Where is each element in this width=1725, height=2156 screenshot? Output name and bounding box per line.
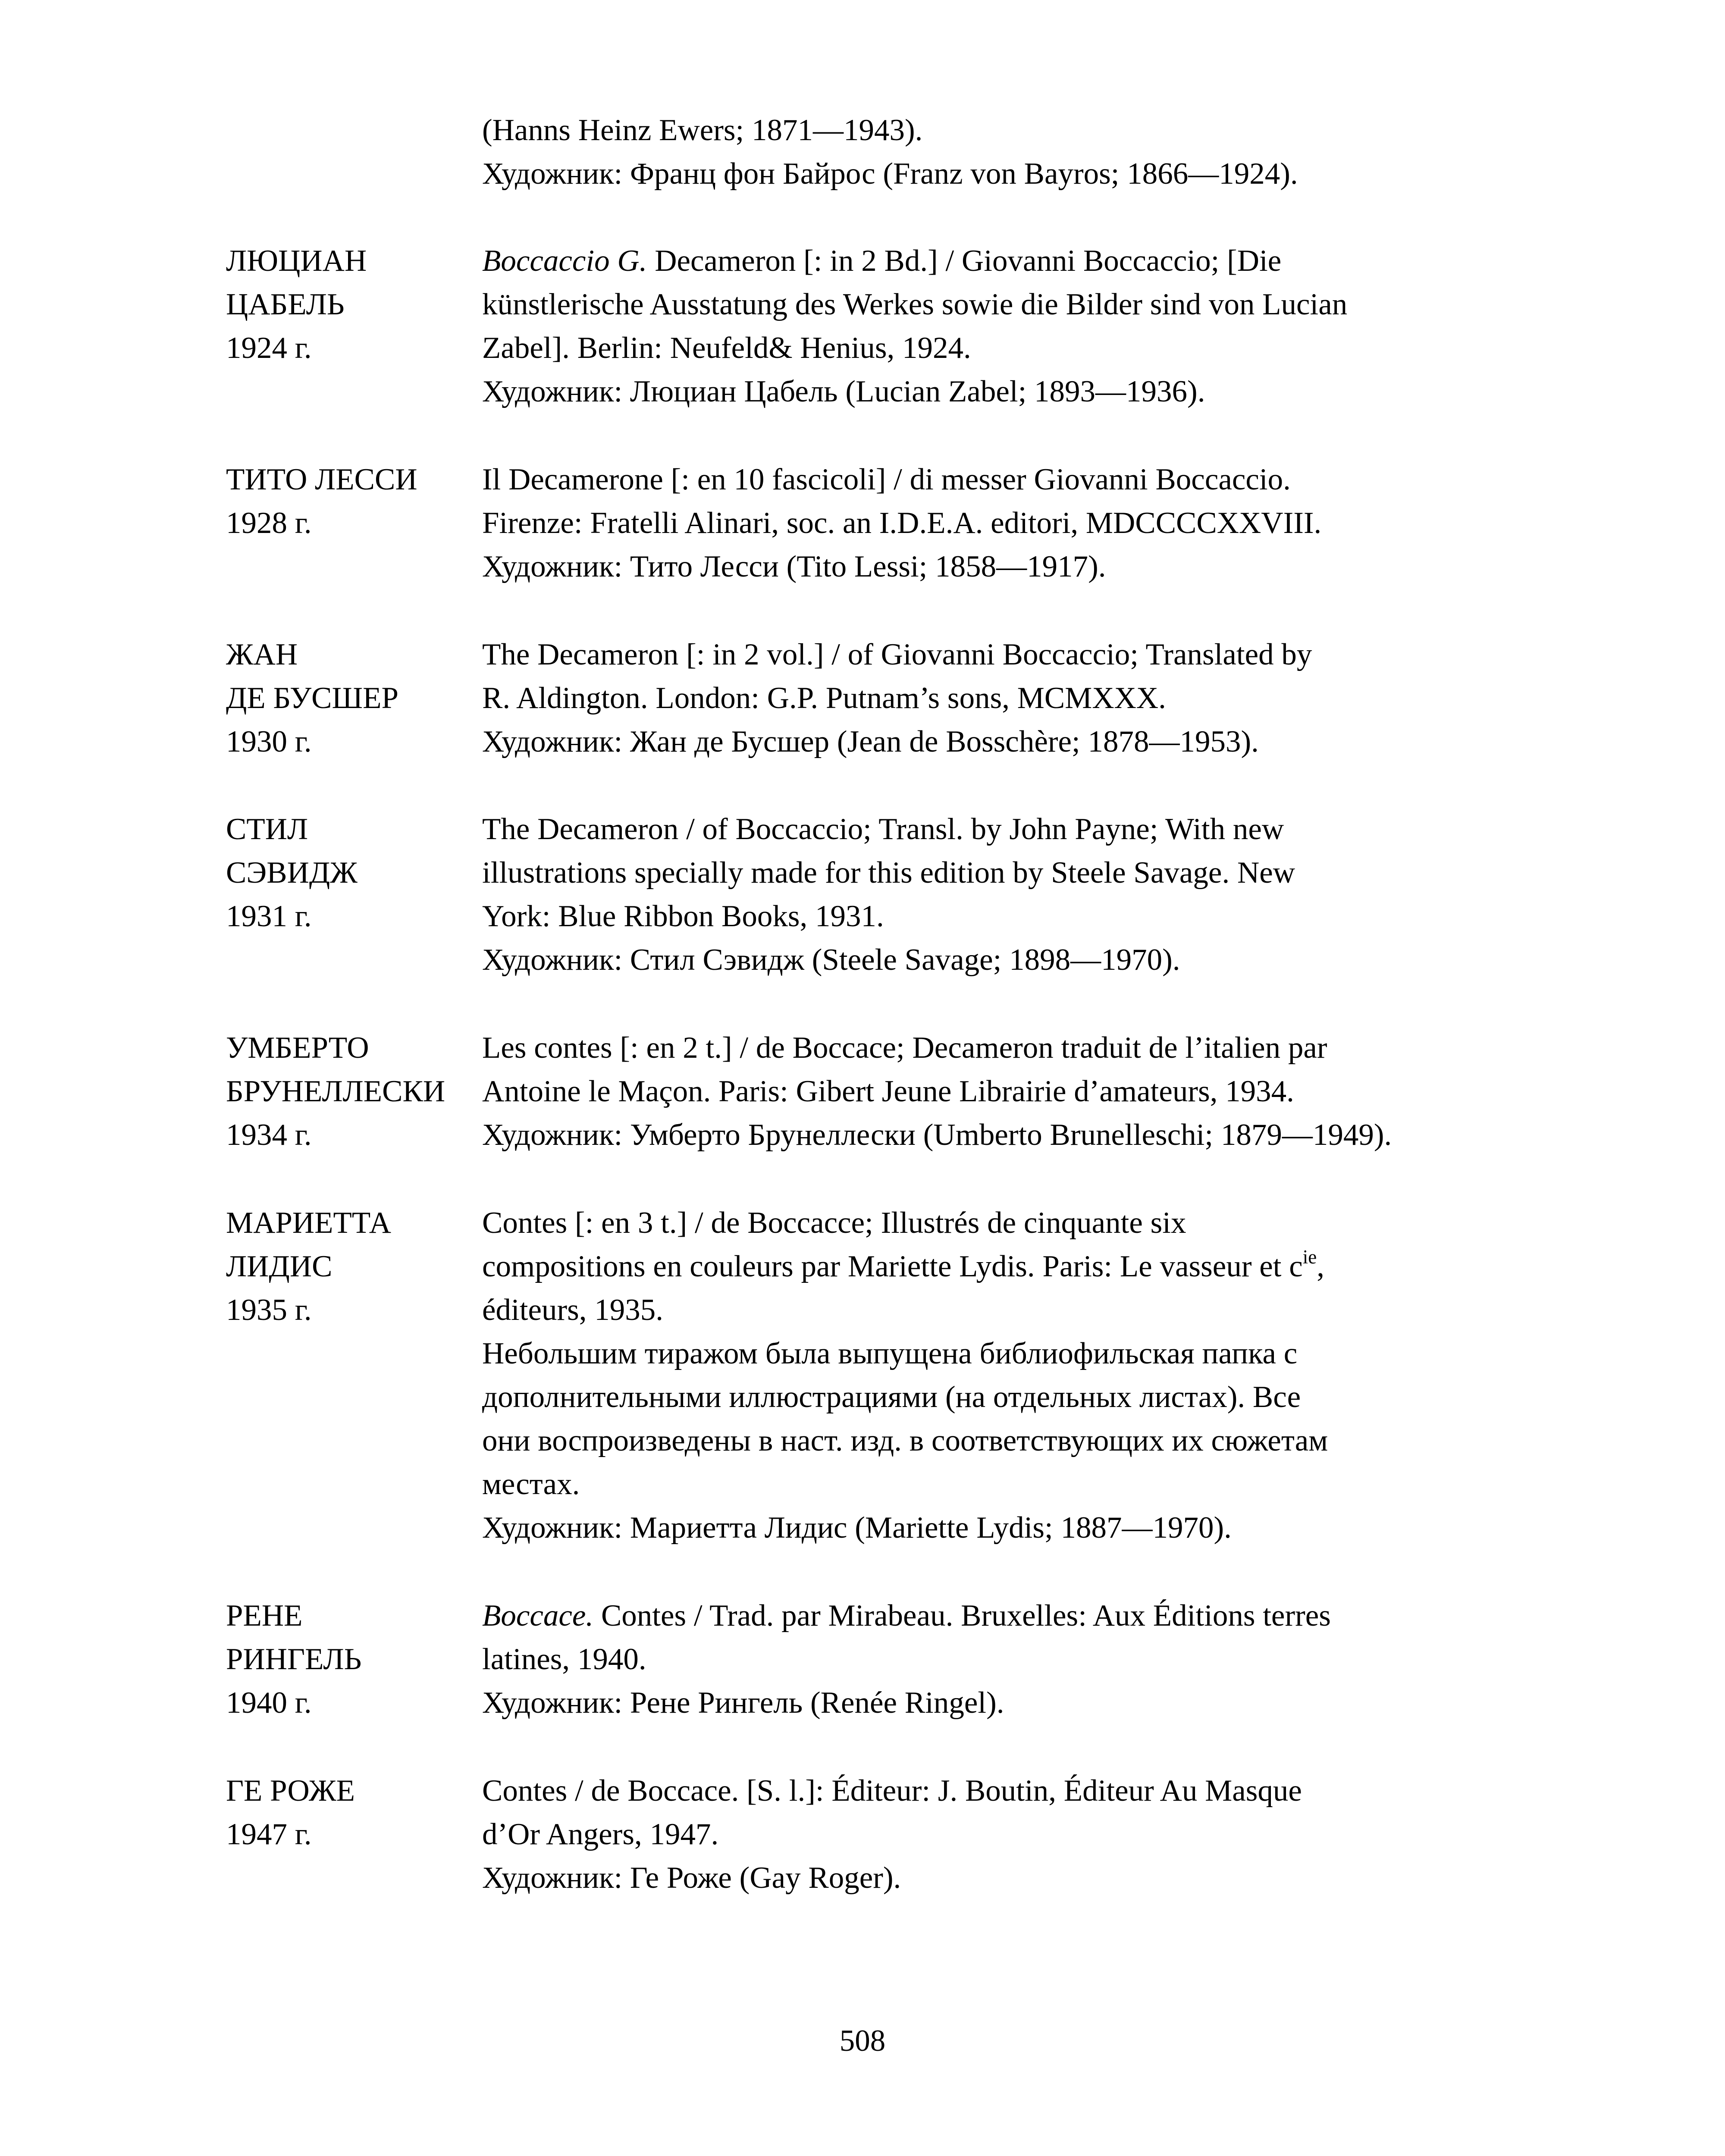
- entry-line: [482, 1245, 1725, 1288]
- entry-line: [482, 239, 1725, 283]
- artist-name: СТИЛ: [226, 812, 308, 846]
- entry-line: Les contes [: en 2 t.] / de Boccace; Decameron traduit de l’italien par: [482, 1031, 1327, 1065]
- artist-name: ТИТО ЛЕССИ: [226, 463, 417, 496]
- artist-name: РЕНЕ: [226, 1599, 303, 1633]
- lead-artist-line: Художник: Франц фон Байрос (Franz von Bayros; 1866—1924).: [482, 157, 1298, 191]
- entry-label: [226, 633, 482, 764]
- entry-line: Firenze: Fratelli Alinari, soc. an I.D.E.A. editori, MDCCCCXXVIII.: [482, 506, 1322, 540]
- artist-name: УМБЕРТО: [226, 1031, 369, 1065]
- artist-line: Художник: Тито Лесси (Tito Lessi; 1858—1917).: [482, 550, 1106, 583]
- artist-line: Художник: Рене Рингель (Renée Ringel).: [482, 1686, 1004, 1720]
- entry-line: Il Decamerone [: en 10 fascicoli] / di messer Giovanni Boccaccio.: [482, 463, 1291, 496]
- superscript-abbreviation: ie: [1302, 1246, 1317, 1268]
- entry-line: illustrations specially made for this edition by Steele Savage. New: [482, 856, 1295, 890]
- artist-name: БРУНЕЛЛЕСКИ: [226, 1075, 445, 1108]
- artist-name: СЭВИДЖ: [226, 856, 358, 890]
- entry-line: The Decameron [: in 2 vol.] / of Giovanni Boccaccio; Translated by: [482, 638, 1312, 671]
- entry-description: [482, 633, 1725, 764]
- edition-year: 1935 г.: [226, 1293, 312, 1327]
- artist-name: МАРИЕТТА: [226, 1206, 392, 1240]
- entry-label: [226, 1769, 482, 1856]
- artist-name: ЛЮЦИАН: [226, 244, 367, 278]
- edition-year: 1940 г.: [226, 1686, 312, 1720]
- entry-line: latines, 1940.: [482, 1642, 646, 1676]
- note-line: Небольшим тиражом была выпущена библиофильская папка с: [482, 1337, 1298, 1370]
- entry-description: [482, 1026, 1725, 1157]
- artist-line: Художник: Мариетта Лидис (Mariette Lydis; 1887—1970).: [482, 1511, 1232, 1545]
- artist-line: Художник: Ге Роже (Gay Roger).: [482, 1861, 901, 1895]
- entry-text: compositions en couleurs par Mariette Lydis. Paris: Le vasseur et c: [482, 1250, 1303, 1283]
- entry-description: [482, 808, 1725, 982]
- entry-text: Decameron [: in 2 Bd.] / Giovanni Boccaccio; [Die: [647, 244, 1282, 278]
- entry-line: [482, 1594, 1725, 1638]
- artist-name: ЖАН: [226, 638, 298, 671]
- page-number: 508: [839, 2024, 886, 2058]
- entry-label: [226, 1201, 482, 1332]
- artist-name: ГЕ РОЖЕ: [226, 1774, 355, 1808]
- artist-line: Художник: Стил Сэвидж (Steele Savage; 1898—1970).: [482, 943, 1180, 977]
- artist-line: Художник: Умберто Брунеллески (Umberto Brunelleschi; 1879—1949).: [482, 1118, 1392, 1152]
- entry-label: [226, 458, 482, 545]
- entry-description: [482, 1769, 1725, 1900]
- artist-line: Художник: Жан де Бусшер (Jean de Bosschère; 1878—1953).: [482, 725, 1259, 758]
- edition-year: 1924 г.: [226, 331, 312, 365]
- note-line: местах.: [482, 1467, 580, 1501]
- entry-label: [226, 808, 482, 938]
- entry-text: ,: [1317, 1250, 1324, 1283]
- entry-line: éditeurs, 1935.: [482, 1293, 664, 1327]
- entry-description: [482, 458, 1725, 589]
- entry-line: künstlerische Ausstatung des Werkes sowie die Bilder sind von Lucian: [482, 288, 1348, 321]
- entry-label: [226, 1026, 482, 1157]
- author-name: Boccace.: [482, 1599, 594, 1633]
- entry-line: Contes / de Boccace. [S. l.]: Éditeur: J. Boutin, Éditeur Au Masque: [482, 1774, 1302, 1808]
- edition-year: 1947 г.: [226, 1818, 312, 1851]
- entry-label: [226, 239, 482, 370]
- note-line: они воспроизведены в наст. изд. в соответствующих их сюжетам: [482, 1424, 1328, 1457]
- artist-name: ДЕ БУСШЕР: [226, 681, 398, 715]
- edition-year: 1934 г.: [226, 1118, 312, 1152]
- artist-line: Художник: Люциан Цабель (Lucian Zabel; 1893—1936).: [482, 375, 1205, 408]
- entry-text: Contes / Trad. par Mirabeau. Bruxelles: Aux Éditions terres: [593, 1599, 1331, 1633]
- entry-line: Antoine le Maçon. Paris: Gibert Jeune Librairie d’amateurs, 1934.: [482, 1075, 1294, 1108]
- entry-line: The Decameron / of Boccaccio; Transl. by John Payne; With new: [482, 812, 1284, 846]
- entry-description: [482, 239, 1725, 414]
- entry-line: Zabel]. Berlin: Neufeld& Henius, 1924.: [482, 331, 971, 365]
- entry-label: [226, 1594, 482, 1725]
- author-name: Boccaccio G.: [482, 244, 647, 278]
- edition-year: 1931 г.: [226, 899, 312, 933]
- artist-name: ЦАБЕЛЬ: [226, 288, 345, 321]
- lead-line: (Hanns Heinz Ewers; 1871—1943).: [482, 113, 923, 147]
- note-line: дополнительными иллюстрациями (на отдельных листах). Все: [482, 1380, 1301, 1414]
- artist-name: ЛИДИС: [226, 1250, 332, 1283]
- lead-continuation: [482, 109, 1586, 196]
- edition-year: 1930 г.: [226, 725, 312, 758]
- entry-description: [482, 1201, 1725, 1550]
- entry-line: d’Or Angers, 1947.: [482, 1818, 719, 1851]
- entry-line: York: Blue Ribbon Books, 1931.: [482, 899, 884, 933]
- edition-year: 1928 г.: [226, 506, 312, 540]
- artist-name: РИНГЕЛЬ: [226, 1642, 362, 1676]
- entry-line: R. Aldington. London: G.P. Putnam’s sons, MCMXXX.: [482, 681, 1166, 715]
- entry-description: [482, 1594, 1725, 1725]
- entry-line: Contes [: en 3 t.] / de Boccacce; Illustrés de cinquante six: [482, 1206, 1186, 1240]
